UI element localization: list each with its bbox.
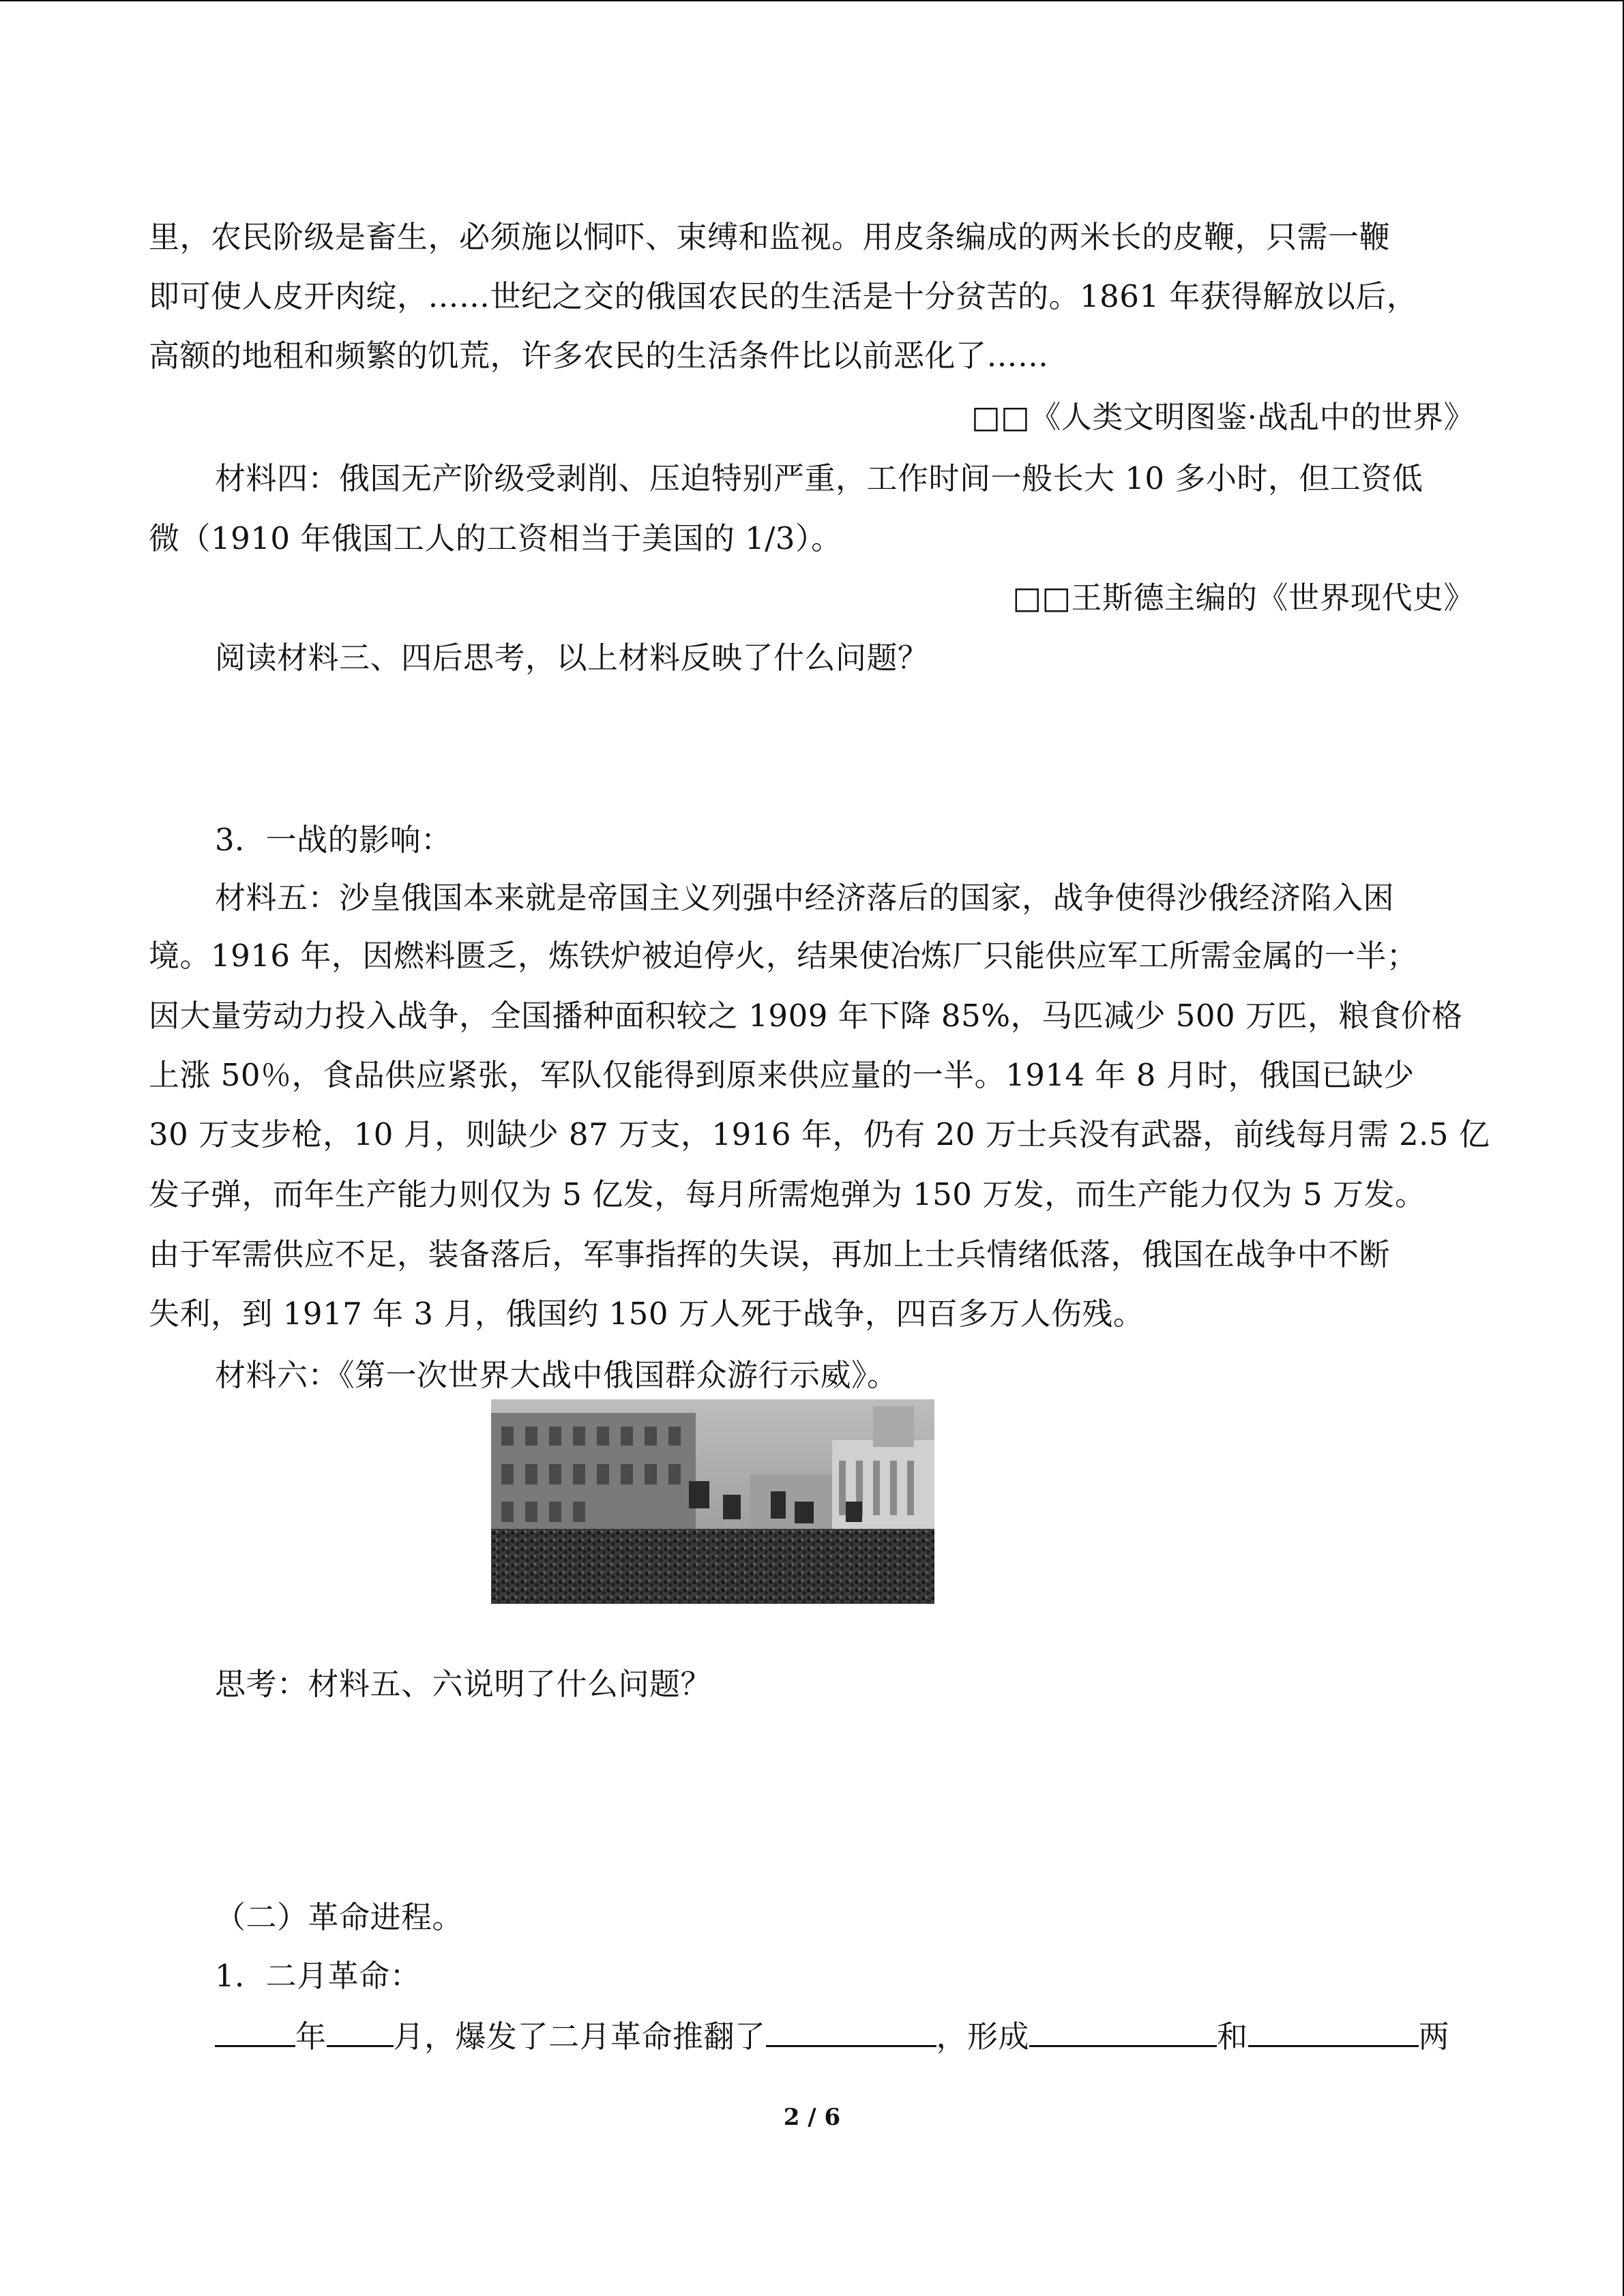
text-line: 失利，到 1917 年 3 月，俄国约 150 万人死于战争，四百多万人伤残。: [149, 1296, 1145, 1332]
text-line: 里，农民阶级是畜生，必须施以恫吓、束缚和监视。用皮条编成的两米长的皮鞭，只需一鞭: [149, 219, 1391, 255]
text-line: 微（1910 年俄国工人的工资相当于美国的 1/3）。: [149, 520, 842, 556]
text-line: 发子弹，而年生产能力则仅为 5 亿发，每月所需炮弹为 150 万发，而生产能力仅为 5 万发。: [149, 1176, 1426, 1212]
answer-blank[interactable]: [1248, 2018, 1419, 2047]
text-line: 材料四：俄国无产阶级受剥削、压迫特别严重，工作时间一般长大 10 多小时，但工资低: [215, 460, 1423, 496]
text-line: 材料五：沙皇俄国本来就是帝国主义列强中经济落后的国家，战争使得沙俄经济陷入困: [215, 880, 1395, 916]
text-line: 因大量劳动力投入战争，全国播种面积较之 1909 年下降 85%，马匹减少 500 万匹，粮食价格: [149, 998, 1463, 1034]
answer-blank-year[interactable]: [215, 2018, 295, 2047]
text-line: 即可使人皮开肉绽，……世纪之交的俄国农民的生活是十分贫苦的。1861 年获得解放以后，: [149, 278, 1418, 314]
fill-text: ，形成: [936, 2018, 1030, 2055]
page-number: 2 / 6: [783, 2104, 841, 2131]
fill-text: 年: [295, 2018, 327, 2055]
protest-photo-image: [491, 1399, 934, 1604]
text-line: 由于军需供应不足，装备落后，军事指挥的失误，再加上士兵情绪低落，俄国在战争中不断: [149, 1236, 1391, 1272]
text-line: 30 万支步枪，10 月，则缺少 87 万支，1916 年，仍有 20 万士兵没有武器，前线每月需 2.5 亿: [149, 1116, 1490, 1152]
fill-text: 两: [1418, 2018, 1450, 2055]
fill-in-line: [215, 2016, 1542, 2057]
answer-blank-month[interactable]: [327, 2018, 394, 2047]
question: 阅读材料三、四后思考，以上材料反映了什么问题？: [215, 640, 929, 676]
text-line: 高额的地租和频繁的饥荒，许多农民的生活条件比以前恶化了……: [149, 338, 1049, 374]
source-citation: □□王斯德主编的《世界现代史》: [1012, 580, 1475, 616]
subsection-heading: 1．二月革命：: [215, 1958, 422, 1994]
answer-blank[interactable]: [1029, 2018, 1217, 2047]
text-line: 材料六：《第一次世界大战中俄国群众游行示威》。: [215, 1357, 898, 1393]
protest-photo: [491, 1399, 934, 1604]
text-line: 上涨 50％，食品供应紧张，军队仅能得到原来供应量的一半。1914 年 8 月时，俄国已缺少: [149, 1057, 1415, 1093]
answer-blank[interactable]: [766, 2018, 936, 2047]
fill-text: 和: [1217, 2018, 1248, 2055]
section-heading: （二）革命进程。: [215, 1899, 464, 1935]
section-heading: 3．一战的影响：: [215, 822, 452, 858]
source-citation: □□《人类文明图鉴·战乱中的世界》: [971, 399, 1475, 435]
fill-text: 月，爆发了二月革命推翻了: [393, 2018, 766, 2055]
question: 思考：材料五、六说明了什么问题？: [215, 1666, 712, 1702]
text-line: 境。1916 年，因燃料匮乏，炼铁炉被迫停火，结果使冶炼厂只能供应军工所需金属的一半；: [149, 938, 1418, 974]
